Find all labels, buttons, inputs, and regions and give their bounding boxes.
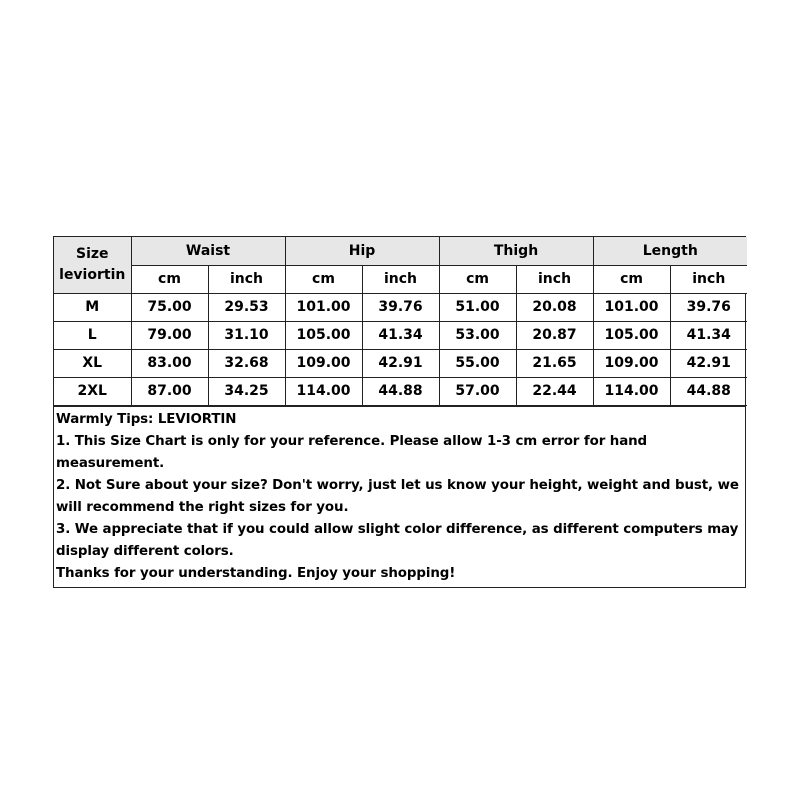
size-header-cell bbox=[54, 237, 131, 293]
table-cell: 39.76 bbox=[362, 293, 439, 321]
group-header-hip: Hip bbox=[285, 237, 439, 265]
header-row-groups bbox=[54, 237, 747, 265]
table-cell: 114.00 bbox=[285, 377, 362, 405]
table-cell: 39.76 bbox=[670, 293, 747, 321]
size-chart bbox=[53, 236, 746, 588]
group-header-length: Length bbox=[593, 237, 747, 265]
unit-header: inch bbox=[516, 265, 593, 293]
table-cell: 83.00 bbox=[131, 349, 208, 377]
unit-header: cm bbox=[285, 265, 362, 293]
table-cell: 22.44 bbox=[516, 377, 593, 405]
table-cell: 114.00 bbox=[593, 377, 670, 405]
table-cell: 32.68 bbox=[208, 349, 285, 377]
table-cell: 55.00 bbox=[439, 349, 516, 377]
size-header-line-2: leviortin bbox=[59, 266, 126, 283]
table-cell: 41.34 bbox=[670, 321, 747, 349]
size-cell: L bbox=[54, 321, 131, 349]
tip-item: 1. This Size Chart is only for your reference. Please allow 1-3 cm error for hand measurement. bbox=[56, 433, 648, 471]
unit-header: cm bbox=[131, 265, 208, 293]
unit-header: inch bbox=[208, 265, 285, 293]
table-cell: 57.00 bbox=[439, 377, 516, 405]
table-row bbox=[54, 377, 747, 405]
table-cell: 105.00 bbox=[285, 321, 362, 349]
table-cell: 20.08 bbox=[516, 293, 593, 321]
table-cell: 105.00 bbox=[593, 321, 670, 349]
table-cell: 31.10 bbox=[208, 321, 285, 349]
unit-header: cm bbox=[593, 265, 670, 293]
table-cell: 79.00 bbox=[131, 321, 208, 349]
table-cell: 53.00 bbox=[439, 321, 516, 349]
tips-section bbox=[54, 406, 745, 587]
size-cell: M bbox=[54, 293, 131, 321]
size-table bbox=[54, 237, 747, 406]
table-cell: 87.00 bbox=[131, 377, 208, 405]
table-cell: 109.00 bbox=[593, 349, 670, 377]
table-cell: 29.53 bbox=[208, 293, 285, 321]
tip-item: 3. We appreciate that if you could allow slight color difference, as different computers may display different colors. bbox=[56, 521, 739, 559]
table-cell: 101.00 bbox=[285, 293, 362, 321]
table-row bbox=[54, 349, 747, 377]
tip-item: 2. Not Sure about your size? Don't worry, just let us know your height, weight and bust, we will recommend the right sizes for you. bbox=[56, 477, 739, 515]
table-row bbox=[54, 293, 747, 321]
group-header-thigh: Thigh bbox=[439, 237, 593, 265]
tips-title: Warmly Tips: LEVIORTIN bbox=[56, 411, 237, 427]
table-cell: 44.88 bbox=[362, 377, 439, 405]
size-header-line-1: Size bbox=[75, 245, 109, 262]
unit-header: inch bbox=[362, 265, 439, 293]
table-cell: 42.91 bbox=[362, 349, 439, 377]
header-row-units bbox=[54, 265, 747, 293]
unit-header: inch bbox=[670, 265, 747, 293]
table-cell: 51.00 bbox=[439, 293, 516, 321]
table-cell: 34.25 bbox=[208, 377, 285, 405]
table-cell: 75.00 bbox=[131, 293, 208, 321]
group-header-waist: Waist bbox=[131, 237, 285, 265]
table-cell: 109.00 bbox=[285, 349, 362, 377]
tips-closing: Thanks for your understanding. Enjoy your shopping! bbox=[56, 565, 456, 581]
table-cell: 20.87 bbox=[516, 321, 593, 349]
table-row bbox=[54, 321, 747, 349]
size-cell: 2XL bbox=[54, 377, 131, 405]
table-cell: 41.34 bbox=[362, 321, 439, 349]
table-cell: 21.65 bbox=[516, 349, 593, 377]
table-cell: 44.88 bbox=[670, 377, 747, 405]
table-cell: 101.00 bbox=[593, 293, 670, 321]
size-cell: XL bbox=[54, 349, 131, 377]
unit-header: cm bbox=[439, 265, 516, 293]
table-cell: 42.91 bbox=[670, 349, 747, 377]
